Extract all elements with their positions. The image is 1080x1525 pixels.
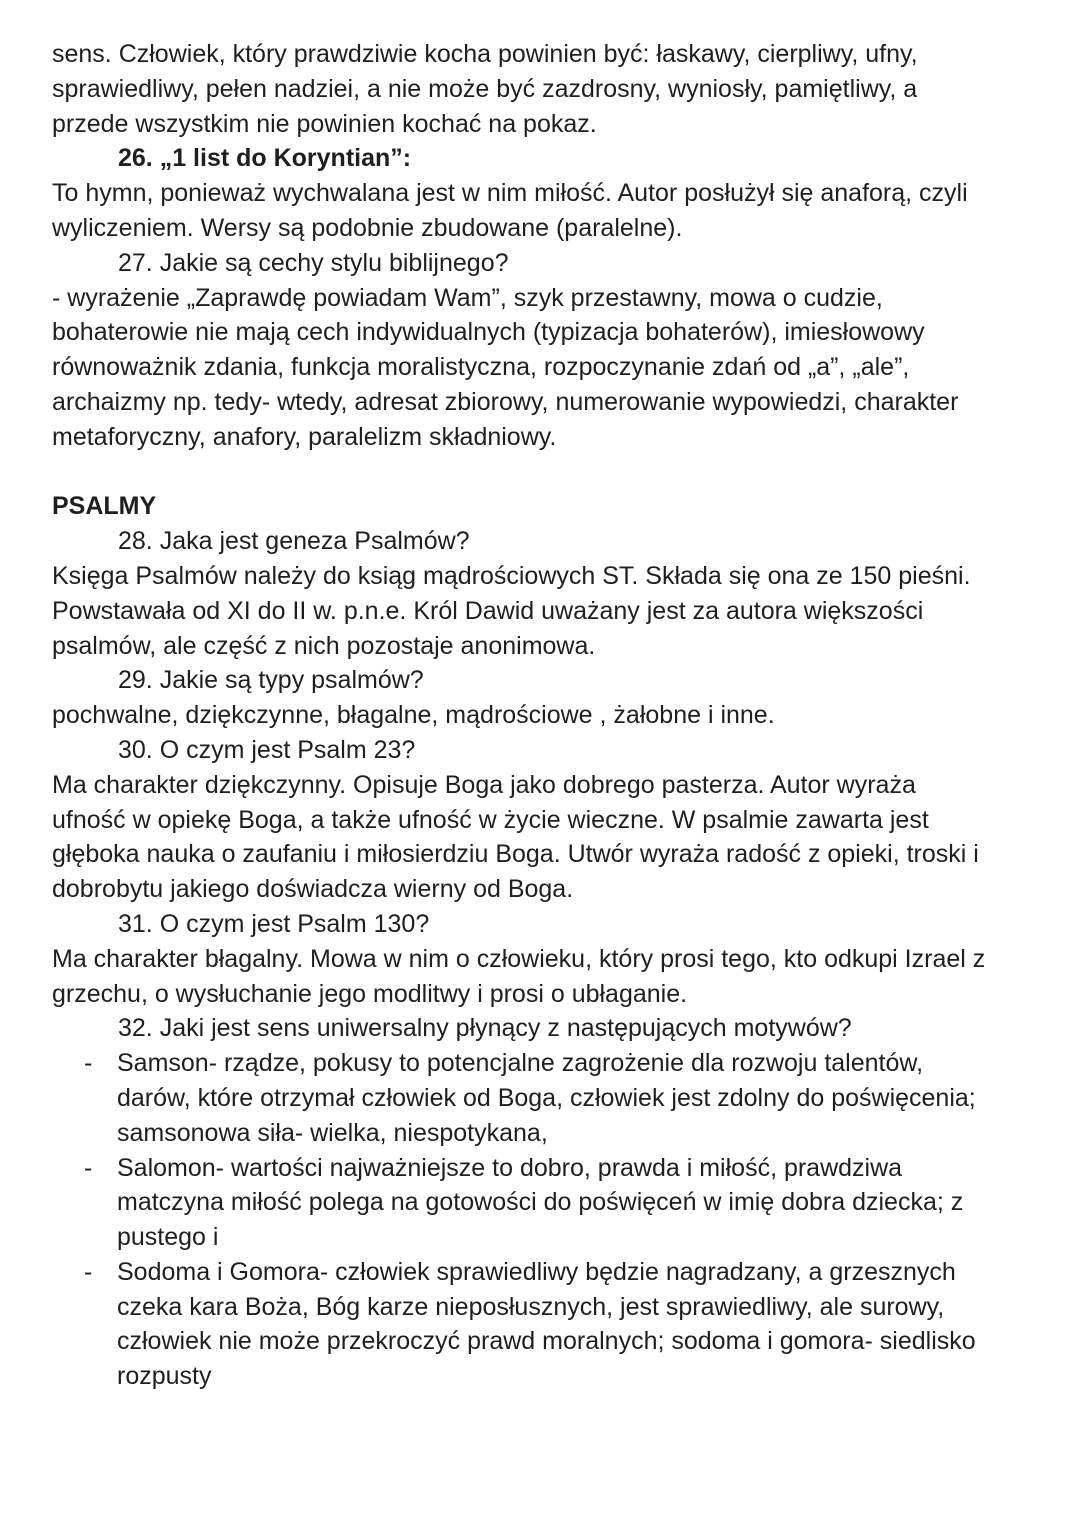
list-item-line: matczyna miłość polega na gotowości do poświęceń w imię dobra dziecka; z <box>117 1188 964 1217</box>
dash-bullet: - <box>84 1257 93 1286</box>
question-32 <box>52 1011 1052 1394</box>
section-title: PSALMY <box>52 492 157 521</box>
answer-line: grzechu, o wysłuchanie jego modlitwy i prosi o ubłaganie. <box>52 979 688 1008</box>
question-heading: 32. Jaki jest sens uniwersalny płynący z następujących motywów? <box>118 1014 852 1043</box>
dash-bullet: - <box>84 1049 93 1078</box>
answer-line: bohaterowie nie mają cech indywidualnych (typizacja bohaterów), imiesłowowy <box>52 318 925 347</box>
list-item-line: pustego i <box>117 1223 219 1252</box>
question-28 <box>52 524 1052 663</box>
list-item-samson <box>52 1046 1052 1150</box>
question-heading: 29. Jakie są typy psalmów? <box>118 666 424 695</box>
question-27 <box>52 246 1052 455</box>
list-item-line: samsonowa siła- wielka, niespotykana, <box>117 1118 548 1147</box>
question-heading: 30. O czym jest Psalm 23? <box>118 735 416 764</box>
question-heading: 28. Jaka jest geneza Psalmów? <box>118 527 470 556</box>
answer-line: Ma charakter dziękczynny. Opisuje Boga jako dobrego pasterza. Autor wyraża <box>52 770 916 799</box>
intro-paragraph <box>52 37 1052 141</box>
question-heading: 31. O czym jest Psalm 130? <box>118 909 430 938</box>
answer-line: Księga Psalmów należy do ksiąg mądrościowych ST. Składa się ona ze 150 pieśni. <box>52 561 971 590</box>
list-item-sodoma <box>52 1255 1052 1394</box>
question-26 <box>52 141 1052 245</box>
answer-line: archaizmy np. tedy- wtedy, adresat zbiorowy, numerowanie wypowiedzi, charakter <box>52 387 959 416</box>
answer-line: Powstawała od XI do II w. p.n.e. Król Dawid uważany jest za autora większości <box>52 596 924 625</box>
answer-line: głęboka nauka o zaufaniu i miłosierdziu Boga. Utwór wyraża radość z opieki, troski i <box>52 840 979 869</box>
list-item-line: Samson- rządze, pokusy to potencjalne zagrożenie dla rozwoju talentów, <box>117 1049 924 1078</box>
answer-line: pochwalne, dziękczynne, błagalne, mądrościowe , żałobne i inne. <box>52 701 775 730</box>
text-line: sens. Człowiek, który prawdziwie kocha powinien być: łaskawy, cierpliwy, ufny, <box>52 40 918 68</box>
text-line: przede wszystkim nie powinien kochać na pokaz. <box>52 109 597 138</box>
answer-line: Ma charakter błagalny. Mowa w nim o człowieku, który prosi tego, kto odkupi Izrael z <box>52 944 986 973</box>
answer-line: równoważnik zdania, funkcja moralistyczna, rozpoczynanie zdań od „a”, „ale”, <box>52 353 910 382</box>
list-item-line: czeka kara Boża, Bóg karze nieposłusznych, jest sprawiedliwy, ale surowy, <box>117 1292 945 1321</box>
text-line: sprawiedliwy, pełen nadziei, a nie może być zazdrosny, wyniosły, pamiętliwy, a <box>52 74 918 103</box>
list-item-salomon <box>52 1151 1052 1255</box>
list-item-line: rozpusty <box>117 1362 212 1391</box>
answer-line: dobrobytu jakiego doświadcza wierny od Boga. <box>52 875 574 904</box>
answer-line: To hymn, ponieważ wychwalana jest w nim miłość. Autor posłużył się anaforą, czyli <box>52 179 968 208</box>
list-item-line: Sodoma i Gomora- człowiek sprawiedliwy będzie nagradzany, a grzesznych <box>117 1257 956 1286</box>
question-heading: 27. Jakie są cechy stylu biblijnego? <box>118 248 509 277</box>
answer-line: - wyrażenie „Zaprawdę powiadam Wam”, szyk przestawny, mowa o cudzie, <box>52 283 883 312</box>
answer-line: wyliczeniem. Wersy są podobnie zbudowane (paralelne). <box>52 213 683 242</box>
question-31 <box>52 907 1052 1011</box>
question-30 <box>52 733 1052 907</box>
question-heading: 26. „1 list do Koryntian”: <box>118 144 412 173</box>
answer-line: ufność w opiekę Boga, a także ufność w życie wieczne. W psalmie zawarta jest <box>52 805 929 834</box>
dash-bullet: - <box>84 1153 93 1182</box>
list-item-line: darów, które otrzymał człowiek od Boga, człowiek jest zdolny do poświęcenia; <box>117 1083 976 1112</box>
list-item-line: Salomon- wartości najważniejsze to dobro, prawda i miłość, prawdziwa <box>117 1153 903 1182</box>
document-page <box>52 37 1052 1394</box>
list-item-line: człowiek nie może przekroczyć prawd moralnych; sodoma i gomora- siedlisko <box>117 1327 976 1356</box>
question-29 <box>52 663 1052 733</box>
answer-line: metaforyczny, anafory, paralelizm składniowy. <box>52 422 557 451</box>
answer-line: psalmów, ale część z nich pozostaje anonimowa. <box>52 631 596 660</box>
motif-list <box>52 1046 1052 1394</box>
